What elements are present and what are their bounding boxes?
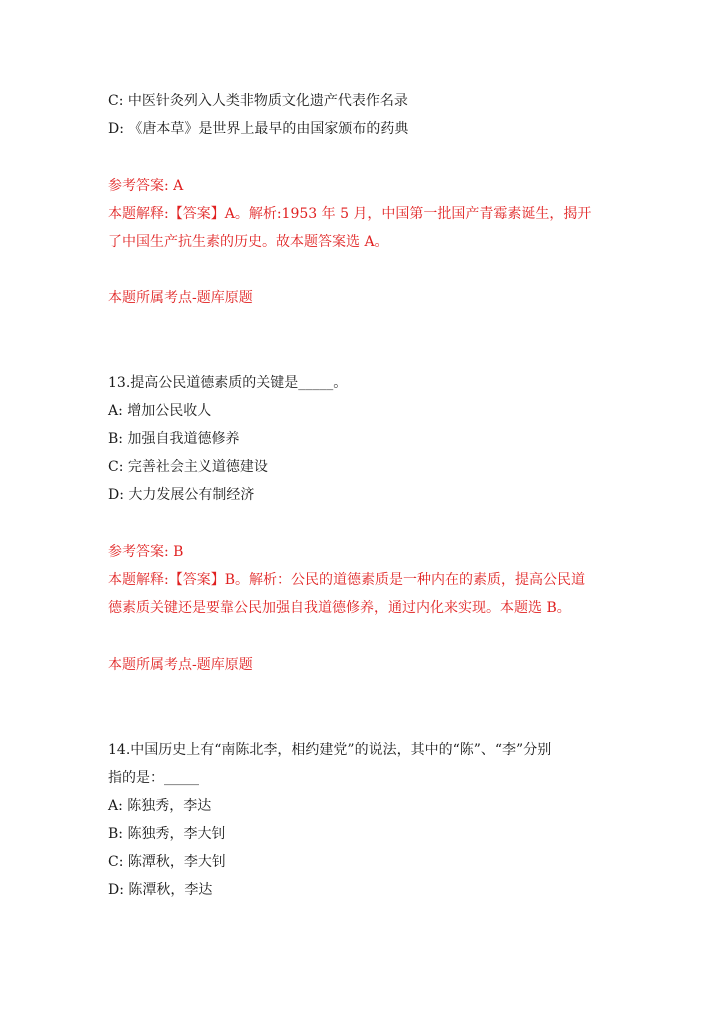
explanation-line-2: 了中国生产抗生素的历史。故本题答案选 A。 — [108, 234, 389, 250]
q14-option-a: A: 陈独秀，李达 — [108, 798, 212, 814]
q13-category-label: 本题所属考点-题库原题 — [108, 657, 253, 673]
option-c: C: 中医针灸列入人类非物质文化遗产代表作名录 — [108, 93, 408, 109]
q13-explanation-line-2: 德素质关键还是要靠公民加强自我道德修养，通过内化来实现。本题选 B。 — [108, 600, 571, 616]
q14-option-b: B: 陈独秀，李大钊 — [108, 826, 226, 842]
q14-option-c: C: 陈潭秋，李大钊 — [108, 854, 226, 870]
explanation-line-1: 本题解释:【答案】A。解析:1953 年 5 月，中国第一批国产青霉素诞生，揭开 — [108, 206, 592, 222]
q14-option-d: D: 陈潭秋，李达 — [108, 882, 213, 898]
question-14-text-line-2: 指的是：_____ — [108, 770, 199, 786]
answer-label: 参考答案: A — [108, 178, 184, 194]
option-d: D: 《唐本草》是世界上最早的由国家颁布的药典 — [108, 121, 409, 137]
q13-option-b: B: 加强自我道德修养 — [108, 431, 240, 447]
question-13-text: 13.提高公民道德素质的关键是_____。 — [108, 375, 348, 391]
q13-option-d: D: 大力发展公有制经济 — [108, 487, 255, 503]
category-label: 本题所属考点-题库原题 — [108, 290, 253, 306]
q13-explanation-line-1: 本题解释:【答案】B。解析：公民的道德素质是一种内在的素质，提高公民道 — [108, 572, 586, 588]
q13-option-c: C: 完善社会主义道德建设 — [108, 459, 268, 475]
q13-answer-label: 参考答案: B — [108, 544, 184, 560]
q13-option-a: A: 增加公民收人 — [108, 403, 212, 419]
question-14-text-line-1: 14.中国历史上有“南陈北李，相约建党”的说法，其中的“陈”、“李”分别 — [108, 742, 552, 758]
